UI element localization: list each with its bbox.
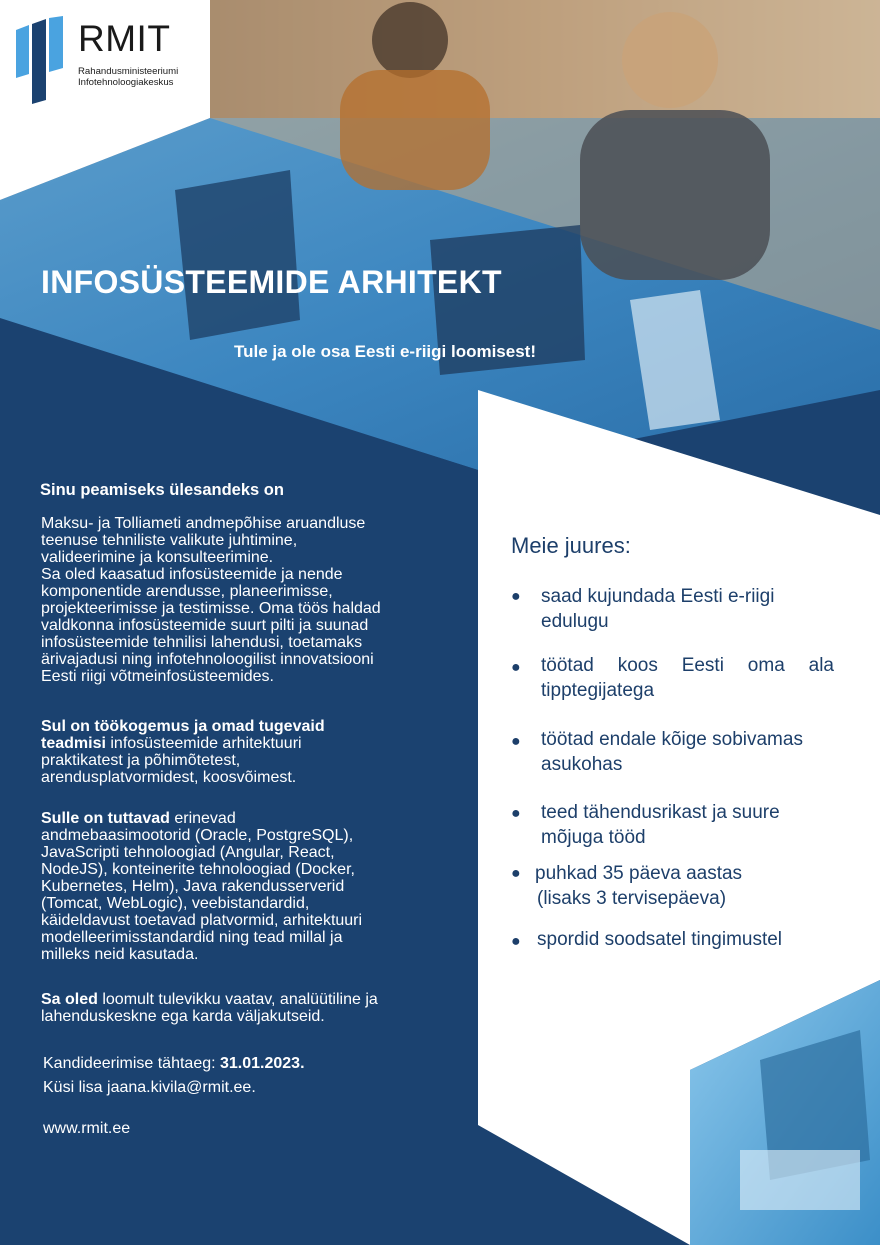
duties-line: teenuse tehniliste valikute juhtimine, bbox=[41, 532, 298, 549]
duties-line: infosüsteemide tehnilisi lahendusi, toetamaks bbox=[41, 634, 363, 651]
contact-line[interactable]: Küsi lisa jaana.kivila@rmit.ee. bbox=[43, 1079, 256, 1096]
experience-bold: Sul on töökogemus ja omad tugevaid bbox=[41, 718, 325, 735]
deadline-date: 31.01.2023. bbox=[220, 1055, 305, 1072]
duties-line: valdkonna infosüsteemide suurt pilti ja suunad bbox=[41, 617, 369, 634]
deadline-contact bbox=[43, 1052, 305, 1100]
bullet-icon: ● bbox=[511, 659, 521, 676]
benefit-line: spordid soodsatel tingimustel bbox=[537, 929, 783, 950]
bullet-icon: ● bbox=[511, 933, 521, 950]
duties-line: Eesti riigi võtmeinfosüsteemides. bbox=[41, 668, 274, 685]
deadline-label: Kandideerimise tähtaeg: bbox=[43, 1055, 220, 1072]
benefit-line: asukohas bbox=[541, 754, 623, 775]
duties-line: Sa oled kaasatud infosüsteemide ja nende bbox=[41, 566, 343, 583]
person-shape-1 bbox=[372, 2, 448, 78]
benefit-item bbox=[541, 800, 780, 850]
benefit-line: saad kujundada Eesti e-riigi bbox=[541, 586, 775, 607]
tech-line: käideldavust toetavad platvormid, arhitektuuri bbox=[41, 912, 363, 929]
benefit-item bbox=[541, 584, 774, 634]
person-shape-2-body bbox=[580, 110, 770, 280]
tech-rest: erinevad bbox=[169, 810, 236, 827]
bullet-icon: ● bbox=[511, 588, 521, 605]
job-title: INFOSÜSTEEMIDE ARHITEKT bbox=[41, 264, 502, 300]
tech-line: modelleerimisstandardid ning tead millal ja bbox=[41, 929, 343, 946]
duties-line: projekteerimisse ja testimisse. Oma töös haldad bbox=[41, 600, 381, 617]
technologies-text bbox=[41, 810, 471, 963]
tech-line: milleks neid kasutada. bbox=[41, 946, 199, 963]
tech-line: andmebaasimootorid (Oracle, PostgreSQL), bbox=[41, 827, 354, 844]
benefit-item bbox=[537, 927, 782, 952]
benefit-line: edulugu bbox=[541, 611, 609, 632]
personality-rest: loomult tulevikku vaatav, analüütiline ja bbox=[97, 991, 378, 1008]
corner-keyboard bbox=[740, 1150, 860, 1210]
benefit-line: töötad koos Eesti oma ala bbox=[541, 655, 834, 676]
benefit-line: (lisaks 3 tervisepäeva) bbox=[537, 888, 727, 909]
experience-bold: teadmisi bbox=[41, 735, 106, 752]
logo-line-2: Infotehnoloogiakeskus bbox=[78, 77, 174, 88]
tech-line: (Tomcat, WebLogic), veebistandardid, bbox=[41, 895, 310, 912]
benefit-item bbox=[541, 653, 834, 703]
experience-text bbox=[41, 718, 461, 786]
benefit-item bbox=[541, 727, 803, 777]
tech-line: NodeJS), konteinerite tehnoloogiad (Docker, bbox=[41, 861, 355, 878]
logo-line-1: Rahandusministeeriumi bbox=[78, 66, 179, 77]
rmit-logo-icon bbox=[16, 16, 68, 104]
experience-line: arendusplatvormidest, koosvõimest. bbox=[41, 769, 297, 786]
experience-line bbox=[41, 735, 461, 752]
personality-line bbox=[41, 991, 481, 1008]
job-tagline: Tule ja ole osa Eesti e-riigi loomisest! bbox=[234, 342, 536, 361]
duties-heading: Sinu peamiseks ülesandeks on bbox=[40, 481, 284, 499]
experience-line bbox=[41, 718, 461, 735]
benefit-line: puhkad 35 päeva aastas bbox=[535, 863, 743, 884]
benefit-line: teed tähendusrikast ja suure bbox=[541, 802, 780, 823]
personality-text bbox=[41, 991, 481, 1025]
benefits-heading: Meie juures: bbox=[511, 533, 631, 558]
duties-line: komponentide arendusse, planeerimisse, bbox=[41, 583, 333, 600]
logo-subtitle bbox=[78, 66, 178, 88]
benefit-line: töötad endale kõige sobivamas bbox=[541, 729, 803, 750]
duties-line: ärivajadusi ning infotehnoloogilist innovatsiooni bbox=[41, 651, 374, 668]
experience-rest: infosüsteemide arhitektuuri bbox=[105, 735, 302, 752]
benefit-line: tipptegijatega bbox=[541, 680, 655, 701]
logo-wordmark: RMIT bbox=[78, 18, 171, 59]
website-link[interactable]: www.rmit.ee bbox=[43, 1120, 131, 1137]
personality-bold: Sa oled bbox=[41, 991, 98, 1008]
person-shape-2 bbox=[622, 12, 718, 108]
duties-text bbox=[41, 515, 461, 685]
personality-line: lahenduskeskne ega karda väljakutseid. bbox=[41, 1008, 325, 1025]
duties-line: Maksu- ja Tolliameti andmepõhise aruandluse bbox=[41, 515, 366, 532]
deadline-line bbox=[43, 1052, 305, 1076]
bullet-icon: ● bbox=[511, 865, 521, 882]
bullet-icon: ● bbox=[511, 805, 521, 822]
benefit-line: mõjuga tööd bbox=[541, 827, 646, 848]
tech-bold: Sulle on tuttavad bbox=[41, 810, 170, 827]
tech-line bbox=[41, 810, 471, 827]
tech-line: Kubernetes, Helm), Java rakendusserverid bbox=[41, 878, 345, 895]
benefit-item bbox=[535, 861, 742, 911]
person-shape-1-body bbox=[340, 70, 490, 190]
tech-line: JavaScripti tehnoloogiad (Angular, React, bbox=[41, 844, 335, 861]
duties-line: valideerimine ja konsulteerimine. bbox=[41, 549, 274, 566]
laptop-shape-1 bbox=[175, 170, 300, 340]
bullet-icon: ● bbox=[511, 733, 521, 750]
experience-line: praktikatest ja põhimõtetest, bbox=[41, 752, 241, 769]
